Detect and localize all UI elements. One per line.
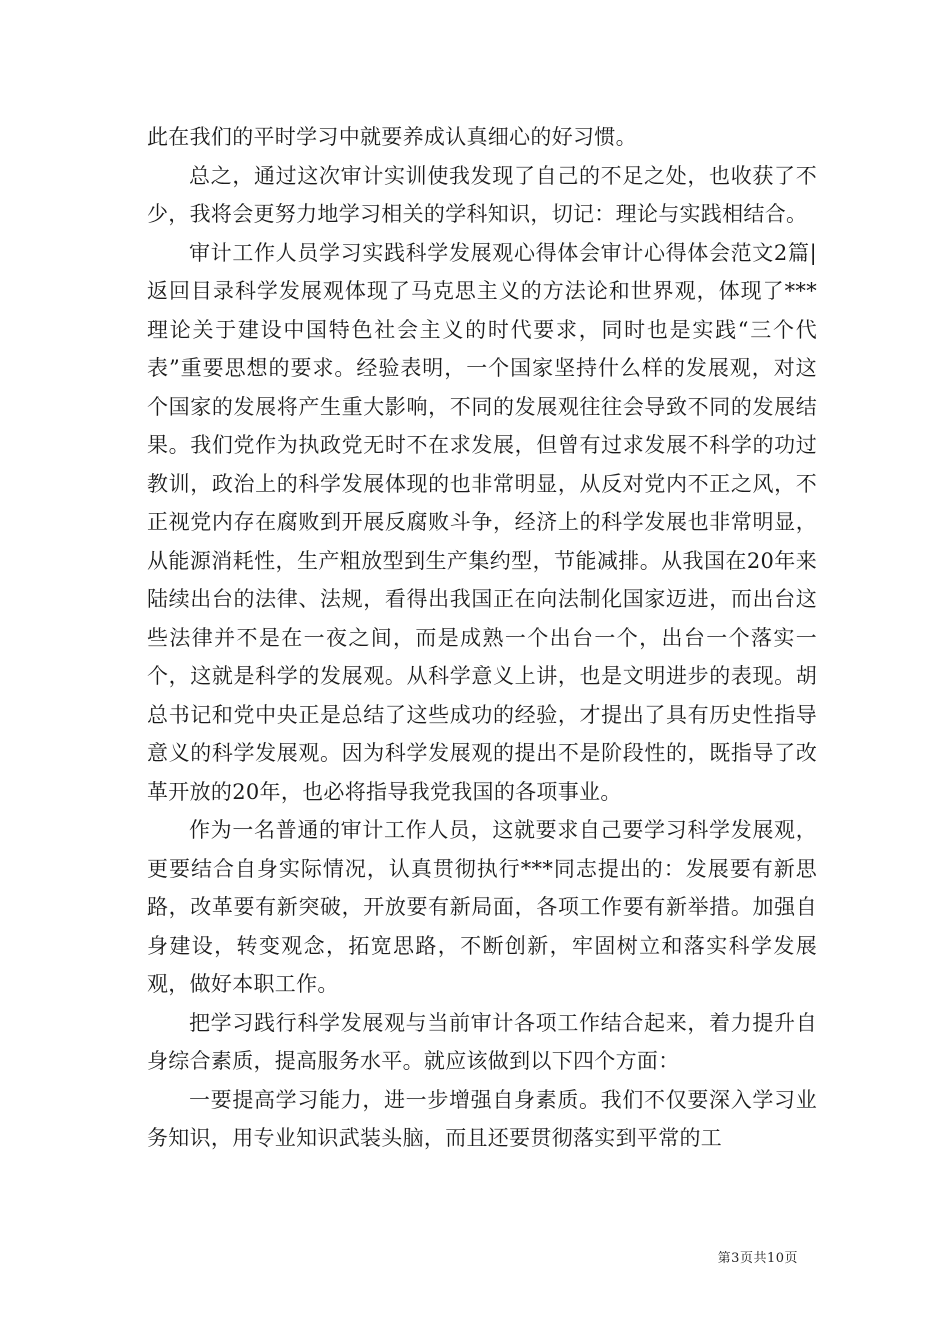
paragraph-scientific-development: 审计工作人员学习实践科学发展观心得体会审计心得体会范文2篇|返回目录科学发展观体现了马克思主义的方法论和世界观，体现了***理论关于建设中国特色社会主义的时代要求，同时也是实践“三个代表”重要思想的要求。经验表明，一个国家坚持什么样的发展观，对这个国家的发展将产生重大影响，不同的发展观往往会导致不同的发展结果。我们党作为执政党无时不在求发展，但曾有过求发展不科学的功过教训，政治上的科学发展体现的也非常明显，从反对党内不正之风，不正视党内存在腐败到开展反腐败斗争，经济上的科学发展也非常明显，从能源消耗性，生产粗放型到生产集约型，节能减排。从我国在20年来陆续出台的法律、法规，看得出我国正在向法制化国家迈进，而出台这些法律并不是在一夜之间，而是成熟一个出台一个，出台一个落实一个，这就是科学的发展观。从科学意义上讲，也是文明进步的表现。胡总书记和党中央正是总结了这些成功的经验，才提出了具有历史性指导意义的科学发展观。因为科学发展观的提出不是阶段性的，既指导了改革开放的20年，也必将指导我党我国的各项事业。	[147, 240, 817, 804]
paragraph-auditor-role: 作为一名普通的审计工作人员，这就要求自己要学习科学发展观，更要结合自身实际情况，认真贯彻执行***同志提出的：发展要有新思路，改革要有新突破，开放要有新局面，各项工作要有新举措。加强自身建设，转变观念，拓宽思路，不断创新，牢固树立和落实科学发展观，做好本职工作。	[147, 818, 817, 996]
page-number: 第3页共10页	[717, 1251, 798, 1266]
paragraph-continuation: 此在我们的平时学习中就要养成认真细心的好习惯。	[147, 125, 637, 149]
paragraph-four-aspects: 把学习践行科学发展观与当前审计各项工作结合起来，着力提升自身综合素质，提高服务水平。就应该做到以下四个方面：	[147, 1010, 817, 1073]
paragraph-learning-ability: 一要提高学习能力，进一步增强自身素质。我们不仅要深入学习业务知识，用专业知识武装头脑，而且还要贯彻落实到平常的工	[147, 1087, 817, 1150]
paragraph-summary: 总之，通过这次审计实训使我发现了自己的不足之处，也收获了不少，我将会更努力地学习相关的学科知识，切记：理论与实践相结合。	[147, 163, 817, 226]
document-body	[147, 118, 817, 1158]
